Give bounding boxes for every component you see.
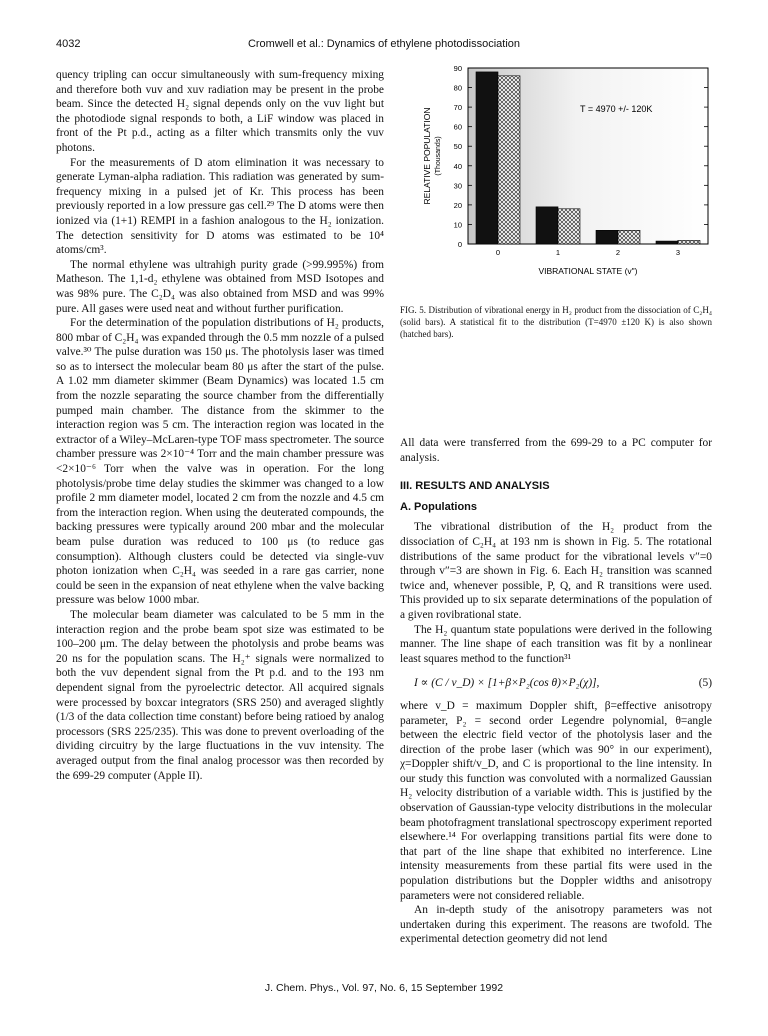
paragraph: The normal ethylene was ultrahigh purity grade (>99.995%) from Matheson. The 1,1-d₂ ethylene was obtained from MSD Isotopes and was 98% pure. The C₂D₄ was also obtained from MSD and was 99% pure. All gases were used neat and without further purification. <box>56 258 384 315</box>
paragraph: All data were transferred from the 699-29 to a PC computer for analysis. <box>400 437 712 464</box>
figure-caption: FIG. 5. Distribution of vibrational energy in H₂ product from the dissociation of C₂H₄ (solid bars). A statistical fit to the distribution (T=4970 ±120 K) is also shown (hatched bars). <box>400 305 712 339</box>
bar-statistical-fit <box>678 240 700 244</box>
y-tick-label: 50 <box>453 142 462 152</box>
paragraph: An in-depth study of the anisotropy parameters was not undertaken during this experiment. The reasons are twofold. The experimental detection geometry did not lend <box>400 904 712 946</box>
y-tick-label: 80 <box>453 83 462 93</box>
paragraph: The molecular beam diameter was calculated to be 5 mm in the interaction region and the probe beam spot size was estimated to be 100–200 μm. The delay between the photolysis and probe beams was 20 ns for the population scans. The H₂⁺ signals were normalized to both the vuv dependent signal from the Pt p.d. and to the 193 nm dependent signal from the pyroelectric detector. All acquired signals were processed by boxcar integrators (SRS 250) and averaged slightly (1/3 of the data collection time constant) before being ratioed by analog processors (SRS 225/235). This was done to prevent overloading of the dividing circuitry by the large fluctuations in the vuv intensity. The averaged output from the final analog processor was then recorded by the 699-29 computer (Apple II). <box>56 608 384 782</box>
bar-measured <box>656 241 678 244</box>
right-column <box>400 436 712 947</box>
journal-footer: J. Chem. Phys., Vol. 97, No. 6, 15 September 1992 <box>264 982 504 994</box>
y-tick-label: 90 <box>453 64 462 73</box>
y-tick-label: 40 <box>453 161 462 171</box>
bar-measured <box>476 72 498 244</box>
bar-statistical-fit <box>618 230 640 244</box>
paragraph: where v_D = maximum Doppler shift, β=effective anisotropy parameter, P₂ = second order Legendre polynomial, θ=angle between the electric field vector of the photolysis laser and the direction of the probe laser (which was 90° in our experiment), χ=Doppler shift/v_D, and C is proportional to the line intensity. In our study this function was convoluted with a normalized Gaussian H₂ velocity distribution of a variable width. This is justified by the observation of Gaussian-type velocity distributions in the molecular beam photofragment translational spectroscopy experiment reported elsewhere.¹⁴ For overlapping transitions partial fits were done to that part of the line shape that exhibited no interference. Line intensity measurements from these partial fits were used in the population distributions but the Doppler widths and anisotropy parameters were not considered reliable. <box>400 699 712 902</box>
equation-5 <box>400 676 712 691</box>
equation-number: (5) <box>698 677 712 690</box>
left-column <box>56 68 384 783</box>
x-tick-label: 3 <box>675 248 681 257</box>
x-tick-label: 1 <box>555 248 561 257</box>
page-number: 4032 <box>56 38 81 50</box>
bar-statistical-fit <box>558 209 580 244</box>
bar-measured <box>596 230 618 244</box>
y-tick-label: 70 <box>453 103 462 113</box>
bar-measured <box>536 207 558 244</box>
x-tick-label: 0 <box>495 248 501 257</box>
chart-svg <box>400 60 730 290</box>
running-title: Cromwell et al.: Dynamics of ethylene photodissociation <box>247 38 521 50</box>
x-axis-label: VIBRATIONAL STATE (v") <box>538 266 638 276</box>
temperature-annotation: T = 4970 +/- 120K <box>580 104 653 114</box>
section-heading: III. RESULTS AND ANALYSIS <box>400 480 550 493</box>
figure-5-chart <box>400 60 730 290</box>
paragraph: The vibrational distribution of the H₂ product from the dissociation of C₂H₄ at 193 nm is shown in Fig. 5. The rotational distributions of the same product for the vibrational levels v″=0 through v″=3 are shown in Fig. 6. Each H₂ transition was scanned twice and, whenever possible, P, Q, and R transitions were used. This provided up to six separate determinations of the population of a given rovibrational state. <box>400 521 712 621</box>
paragraph: quency tripling can occur simultaneously with sum-frequency mixing and therefore both vuv and xuv radiation may be present in the probe beam. Since the detected H₂ signal depends only on the vuv light but the photodiode signal responds to both, a LiF window was placed in front of the Pt p.d., acting as a filter which transmits only the vuv photons. <box>56 69 384 154</box>
y-tick-label: 20 <box>453 200 462 210</box>
y-tick-label: 30 <box>453 181 462 191</box>
paragraph: For the measurements of D atom elimination it was necessary to generate Lyman-alpha radiation. This radiation was generated by sum-frequency mixing in a pulsed jet of Kr. This process has been previously reported in a low pressure gas cell.²⁹ The D atoms were then ionized via (1+1) REMPI in a fashion analogous to the H₂ ionization. The detection sensitivity for D atoms was estimated to be 10⁴ atoms/cm³. <box>56 156 384 257</box>
subsection-heading: A. Populations <box>400 500 477 513</box>
y-axis-sublabel: (Thousands) <box>435 136 442 176</box>
paragraph: For the determination of the population distributions of H₂ products, 800 mbar of C₂H₄ was expanded through the 0.5 mm nozzle of a pulsed valve.³⁰ The pulse duration was 150 μs. The photolysis laser was timed so as to intersect the molecular beam 80 μs after the start of the pulse. A 1.02 mm diameter skimmer (Beam Dynamics) was located 1.5 cm from the nozzle separating the source chamber from the differentially pumped main chamber. The distance from the skimmer to the interaction region was 5 cm. The interaction region was located in the extractor of a Wiley–McLaren-type TOF mass spectrometer. The source chamber pressure was 2×10⁻⁴ Torr and the main chamber pressure was <2×10⁻⁶ Torr when the valve was in operation. For the long photolysis/probe time delay studies the skimmer was changed to a low profile 2 mm diameter model, located 2 cm from the nozzle and 4.5 cm from the interaction region. When using the deuterated compounds, the backing pressures were typically around 200 mbar and the molecular beam pulse duration was reduced to 100 μs (to reduce gas consumption). Although clusters could be detected via single-vuv photon ionization when C₂H₄ was seeded in a rare gas carrier, none could be seen in the expansion of neat ethylene when the valve backing pressure was below 1000 mbar. <box>56 317 384 607</box>
y-tick-label: 10 <box>453 220 462 230</box>
bar-statistical-fit <box>498 76 520 244</box>
paragraph: The H₂ quantum state populations were derived in the following manner. The line shape of each transition was fit by a nonlinear least squares method to the function³¹ <box>400 623 712 665</box>
x-tick-label: 2 <box>615 248 621 257</box>
equation-text: I ∝ (C / v_D) × [1+β×P₂(cos θ)×P₂(χ)], <box>414 677 600 690</box>
y-tick-label: 60 <box>453 122 462 132</box>
y-tick-label: 0 <box>457 240 462 249</box>
y-axis-label: RELATIVE POPULATION <box>422 107 432 205</box>
